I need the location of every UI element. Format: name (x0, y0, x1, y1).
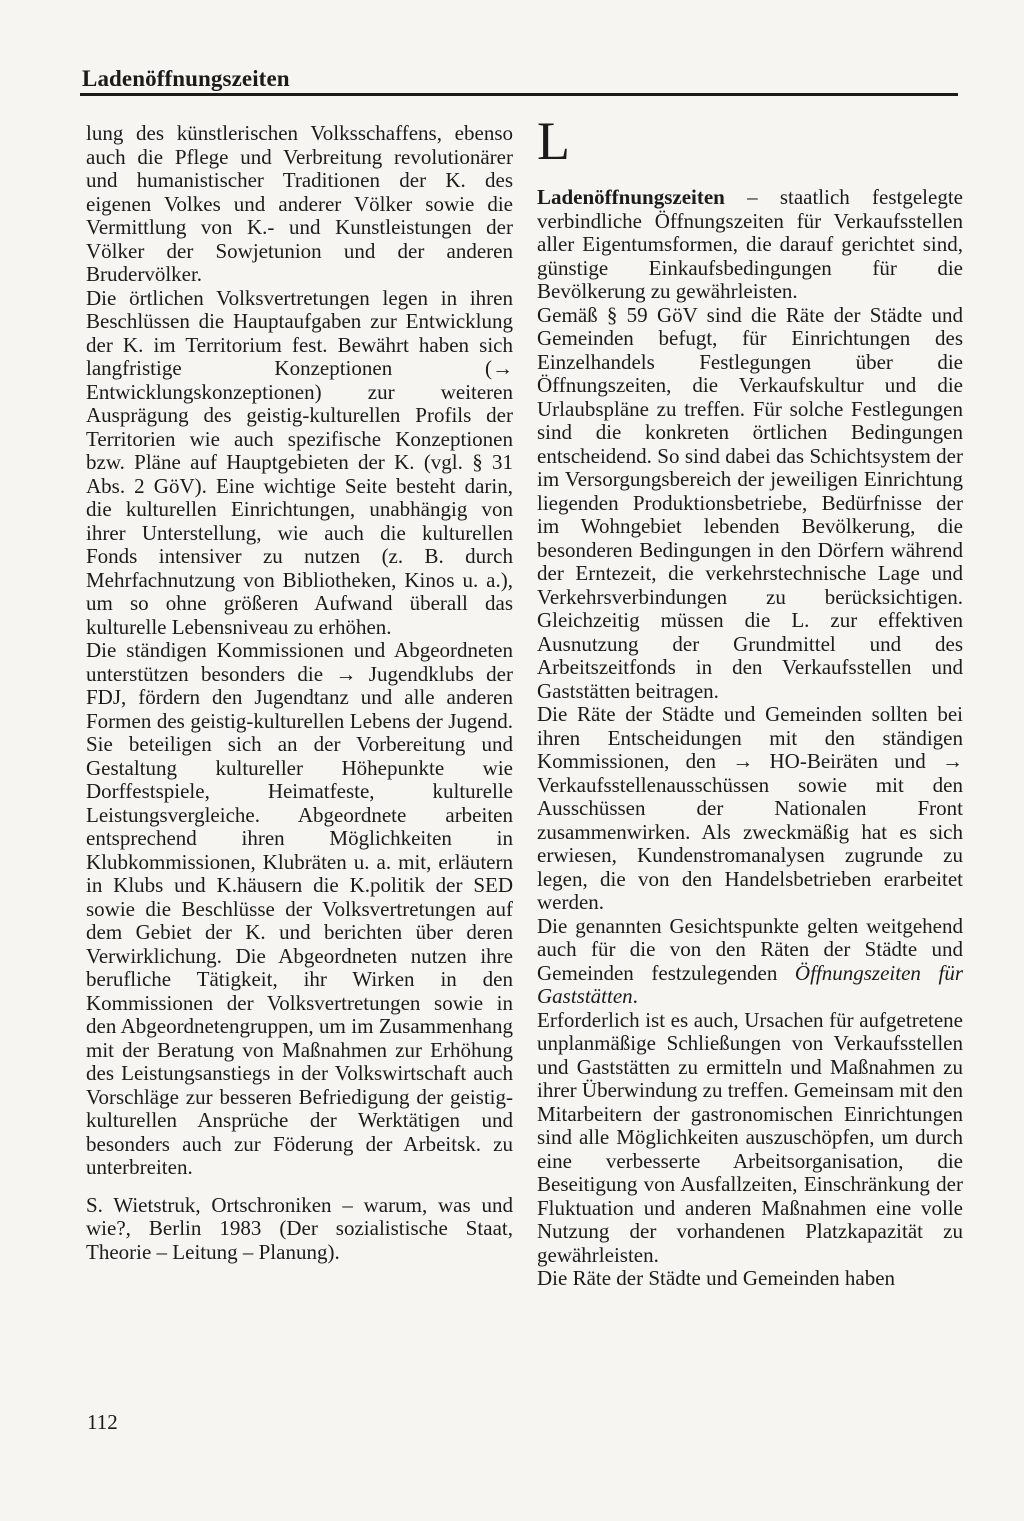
italic-term: Öffnungszeiten für Gaststätten (537, 960, 963, 1008)
paragraph (537, 915, 963, 1009)
running-title: Ladenöffnungszeiten (82, 66, 290, 91)
header-rule (80, 93, 958, 96)
paragraph: Die Räte der Städte und Gemeinden haben (537, 1266, 896, 1290)
right-column (537, 186, 963, 1291)
entry-definition: – staatlich festgelegte verbindliche Öffnungszeiten für Verkaufsstellen aller Eigentumsformen, die darauf gerichtet sind, günstige Einkaufsbedingungen für die Bevölkerung zu gewährleisten. (537, 185, 963, 303)
left-column (86, 122, 513, 1264)
paragraph: lung des künstlerischen Volksschaffens, ebenso auch die Pflege und Verbreitung revolutionärer und humanistischer Traditionen der K. des eigenen Volkes und anderer Völker sowie die Vermittlung von K.- und Kunstleistungen der Völker der Sowjetunion und der anderen Brudervölker. (86, 121, 513, 286)
paragraph: Die Räte der Städte und Gemeinden sollten bei ihren Entscheidungen mit den ständigen Kommissionen, den → HO-Beiräten und → Verkaufsstellenausschüssen sowie mit den Ausschüssen der Nationalen Front zusammenwirken. Als zweckmäßig hat es sich erwiesen, Kundenstromanalysen zugrunde zu legen, die von den Handelsbetrieben erarbeitet werden. (537, 702, 963, 914)
paragraph: Erforderlich ist es auch, Ursachen für aufgetretene unplanmäßige Schließungen von Verkaufsstellen und Gaststätten zu ermitteln und Maßnahmen zu ihrer Überwindung zu treffen. Gemeinsam mit den Mitarbeitern der gastronomischen Einrichtungen sind alle Möglichkeiten auszuschöpfen, um durch eine verbesserte Arbeitsorganisation, die Beseitigung von Ausfallzeiten, Einschränkung der Fluktuation und anderen Maßnahmen eine volle Nutzung der vorhandenen Platzkapazität zu gewährleisten. (537, 1007, 963, 1267)
paragraph: Die ständigen Kommissionen und Abgeordneten unterstützen besonders die → Jugendklubs der FDJ, fördern den Jugendtanz und alle anderen Formen des geistig-kulturellen Lebens der Jugend. Sie beteiligen sich an der Vorbereitung und Gestaltung kultureller Höhepunkte wie Dorffestspiele, Heimatfeste, kulturelle Leistungsvergleiche. Abgeordnete arbeiten entsprechend ihren Möglichkeiten in Klubkommissionen, Klubräten u. a. mit, erläutern in Klubs und K.häusern die K.politik der SED sowie die Beschlüsse der Volksvertretungen auf dem Gebiet der K. und berichten über deren Verwirklichung. Die Abgeordneten nutzen ihre berufliche Tätigkeit, ihr Wirken in den Kommissionen der Volksvertretungen sowie in den Abgeordnetengruppen, um im Zusammenhang mit der Beratung von Maßnahmen zur Erhöhung des Leistungsanstiegs in der Volkswirtschaft auch Vorschläge zur besseren Befriedigung der geistig-kulturellen Ansprüche der Werktätigen und besonders auch zur Föderung der Arbeitsk. zu unterbreiten. (86, 638, 513, 1179)
paragraph: Gemäß § 59 GöV sind die Räte der Städte und Gemeinden befugt, für Einrichtungen des Einzelhandels Festlegungen über die Öffnungszeiten, die Verkaufskultur und die Urlaubspläne zu treffen. Für solche Festlegungen sind die konkreten örtlichen Bedingungen entscheidend. So sind dabei das Schichtsystem der im Versorgungsbereich der jeweiligen Einrichtung liegenden Produktionsbetriebe, Bedürfnisse der im Wohngebiet lebenden Bevölkerung, die besonderen Bedingungen in den Dörfern während der Erntezeit, die verkehrstechnische Lage und Verkehrsverbindungen zu berücksichtigen. Gleichzeitig müssen die L. zur effektiven Ausnutzung der Grundmittel und des Arbeitszeitfonds in den Verkaufsstellen und Gaststätten beitragen. (537, 302, 963, 703)
section-letter: L (537, 111, 570, 171)
entry-paragraph (537, 186, 963, 304)
entry-term: Ladenöffnungszeiten (537, 185, 725, 209)
paragraph-text: . (632, 984, 638, 1008)
paragraph-text: Die genannten Gesichtspunkte gelten weitgehend auch für die von den Räten der Städte und Gemeinden festzulegenden (537, 913, 963, 985)
literature-reference: S. Wietstruk, Ortschroniken – warum, was und wie?, Berlin 1983 (Der sozialistische Staat, Theorie – Leitung – Planung). (86, 1192, 513, 1264)
paragraph: Die örtlichen Volksvertretungen legen in ihren Beschlüssen die Hauptaufgaben zur Entwicklung der K. im Territorium fest. Bewährt haben sich langfristige Konzeptionen (→ Entwicklungskonzeptionen) zur weiteren Ausprägung des geistig-kulturellen Profils der Territorien wie auch spezifische Konzeptionen bzw. Pläne auf Hauptgebieten der K. (vgl. § 31 Abs. 2 GöV). Eine wichtige Seite besteht darin, die kulturellen Einrichtungen, unabhängig von ihrer Unterstellung, wie auch die kulturellen Fonds intensiver zu nutzen (z. B. durch Mehrfachnutzung von Bibliotheken, Kinos u. a.), um so ohne größeren Aufwand überall das kulturelle Lebensniveau zu erhöhen. (86, 285, 513, 639)
page-number: 112 (87, 1410, 118, 1434)
